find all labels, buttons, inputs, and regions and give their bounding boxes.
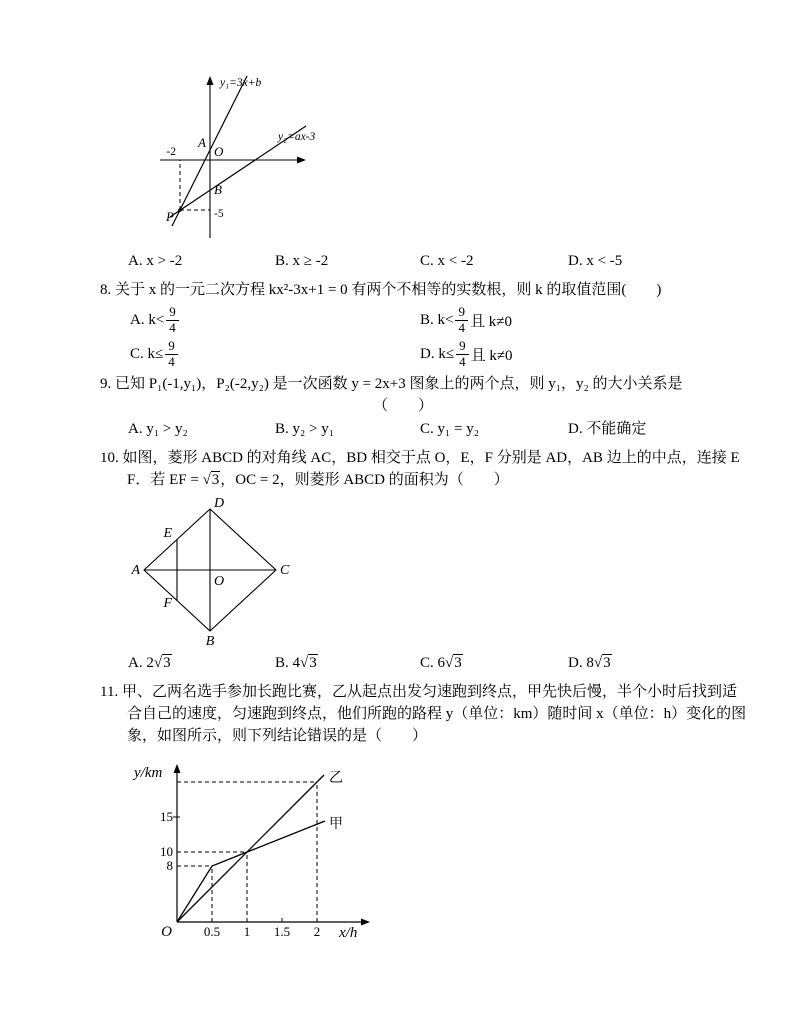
q8-option-c bbox=[130, 337, 420, 371]
q10-question-line1: 10. 如图，菱形 ABCD 的对角线 AC，BD 相交于点 O，E，F 分别是 AD，AB 边上的中点，连接 E bbox=[100, 450, 740, 466]
sqrt-expression: √3 bbox=[202, 472, 220, 488]
q7-option-b: B. x ≥ -2 bbox=[275, 253, 329, 269]
point-a-label: A bbox=[198, 135, 206, 150]
runner-jia-line bbox=[177, 821, 325, 922]
y-tick-15: 15 bbox=[160, 809, 173, 824]
q10-option-c bbox=[420, 653, 568, 673]
x-axis-label: x/h bbox=[339, 925, 358, 941]
line1-equation-label: y₁=3x+b bbox=[220, 77, 262, 89]
y-tick-10: 10 bbox=[160, 844, 173, 859]
y-axis-arrow-icon bbox=[207, 76, 214, 85]
q9-option-c: C. y₁ = y₂ bbox=[420, 421, 479, 437]
midpoint-e-label: E bbox=[163, 526, 172, 541]
sqrt-radicand: 3 bbox=[163, 655, 171, 671]
fraction bbox=[165, 339, 178, 369]
x-axis-arrow-icon bbox=[297, 157, 306, 164]
q9-question-line1: 9. 已知 P₁(-1,y₁)，P₂(-2,y₂) 是一次函数 y = 2x+3 图象上的两个点，则 y₁，y₂ 的大小关系是 bbox=[100, 376, 683, 392]
q10-option-c-pre: C. 6 bbox=[420, 655, 446, 671]
q10-option-d-pre: D. 8 bbox=[568, 655, 594, 671]
q7-option-a: A. x > -2 bbox=[128, 253, 183, 269]
fraction-numerator: 9 bbox=[166, 305, 179, 320]
x-tick-1-5: 1.5 bbox=[273, 924, 291, 939]
q11-question-line1: 11. 甲、乙两名选手参加长跑比赛，乙从起点出发匀速跑到终点，甲先快后慢，半个小时后找到适 bbox=[100, 684, 737, 700]
vertex-c-label: C bbox=[280, 563, 290, 578]
q10-line2-pre: F．若 EF = bbox=[127, 472, 203, 488]
sqrt-radicand: 3 bbox=[309, 655, 317, 671]
q9-option-d: D. 不能确定 bbox=[568, 421, 647, 437]
fraction-denominator: 4 bbox=[169, 319, 176, 335]
q7-options-row bbox=[100, 251, 754, 271]
q8-option-b-pre: B. k< bbox=[420, 311, 454, 328]
center-o-label: O bbox=[214, 574, 225, 589]
q8-option-b-post: 且 k≠0 bbox=[469, 313, 512, 330]
q9-option-a: A. y₁ > y₂ bbox=[128, 421, 188, 437]
q10-option-a bbox=[128, 653, 275, 673]
q7-option-c: C. x < -2 bbox=[420, 253, 474, 269]
q8-option-a bbox=[130, 303, 420, 337]
x-axis-arrow-icon bbox=[361, 919, 370, 926]
q9-option-b: B. y₂ > y₁ bbox=[275, 421, 334, 437]
x-tick-label: -2 bbox=[166, 146, 176, 158]
fraction-denominator: 4 bbox=[168, 353, 175, 369]
x-tick-0-5: 0.5 bbox=[203, 924, 221, 939]
x-tick-2: 2 bbox=[313, 924, 321, 939]
origin-label: O bbox=[214, 144, 224, 159]
q8-option-d-post: 且 k≠0 bbox=[470, 347, 513, 364]
point-b-label: B bbox=[214, 182, 222, 197]
q10-option-a-pre: A. 2 bbox=[128, 655, 154, 671]
sqrt-radicand: 3 bbox=[211, 472, 220, 488]
q8-option-d bbox=[420, 337, 754, 371]
q8-option-d-pre: D. k≤ bbox=[420, 345, 455, 362]
q7-option-d: D. x < -5 bbox=[568, 253, 623, 269]
y-axis-arrow-icon bbox=[174, 764, 181, 773]
q10-option-d bbox=[568, 653, 754, 673]
q7-graph-svg bbox=[148, 70, 348, 245]
q8-option-a-pre: A. k< bbox=[130, 311, 165, 328]
y-axis-label: y/km bbox=[134, 765, 163, 781]
q8-option-c-pre: C. k≤ bbox=[130, 345, 164, 362]
fraction-denominator: 4 bbox=[459, 353, 466, 369]
sqrt-expression: √3 bbox=[445, 655, 462, 671]
q10-options-row bbox=[100, 653, 754, 673]
x-tick-1: 1 bbox=[243, 924, 251, 939]
fraction-numerator: 9 bbox=[455, 305, 468, 320]
vertex-b-label: B bbox=[205, 634, 215, 649]
q10-figure bbox=[130, 495, 754, 651]
midpoint-f-label: F bbox=[163, 596, 172, 611]
q10-option-b-pre: B. 4 bbox=[275, 655, 301, 671]
fraction bbox=[166, 305, 179, 335]
sqrt-expression: √3 bbox=[153, 655, 171, 671]
runner-jia-label: 甲 bbox=[329, 817, 343, 832]
line2-equation-label: y₂=ax-3 bbox=[278, 131, 316, 143]
q9-options-row bbox=[100, 419, 754, 439]
y-tick-label: -5 bbox=[214, 208, 224, 220]
fraction-numerator: 9 bbox=[165, 339, 178, 354]
q11-question-line2: 合自己的速度，匀速跑到终点，他们所跑的路程 y（单位：km）随时间 x（单位：h）变化的图 bbox=[127, 706, 747, 722]
sqrt-expression: √3 bbox=[593, 655, 611, 671]
fraction bbox=[456, 339, 469, 369]
origin-label: O bbox=[161, 924, 172, 940]
point-p-label: P bbox=[166, 209, 174, 224]
q8-options-grid bbox=[100, 303, 754, 371]
runner-yi-line bbox=[177, 775, 324, 922]
fraction bbox=[455, 305, 468, 335]
q11-figure bbox=[132, 755, 754, 945]
q10-line2-post: ，OC = 2，则菱形 ABCD 的面积为（ ） bbox=[220, 472, 509, 488]
race-graph-svg bbox=[132, 755, 382, 945]
q10-option-b bbox=[275, 653, 420, 673]
point-p-dot bbox=[178, 208, 182, 212]
q8-question-text: 8. 关于 x 的一元二次方程 kx²-3x+1 = 0 有两个不相等的实数根，则 k 的取值范围( ) bbox=[100, 282, 662, 298]
q9-question-line2: （ ） bbox=[372, 398, 433, 414]
fraction-denominator: 4 bbox=[458, 319, 465, 335]
fraction-numerator: 9 bbox=[456, 339, 469, 354]
vertex-d-label: D bbox=[214, 496, 225, 511]
vertex-a-label: A bbox=[131, 563, 140, 578]
sqrt-radicand: 3 bbox=[603, 655, 611, 671]
rhombus-svg bbox=[130, 495, 300, 651]
q7-figure bbox=[148, 70, 754, 245]
y-tick-8: 8 bbox=[166, 858, 173, 873]
runner-yi-label: 乙 bbox=[329, 771, 343, 786]
q8-option-b bbox=[420, 303, 754, 337]
sqrt-expression: √3 bbox=[300, 655, 317, 671]
sqrt-radicand: 3 bbox=[454, 655, 462, 671]
q11-question-line3: 象，如图所示，则下列结论错误的是（ ） bbox=[127, 728, 428, 744]
q10-question-line2 bbox=[127, 469, 754, 491]
